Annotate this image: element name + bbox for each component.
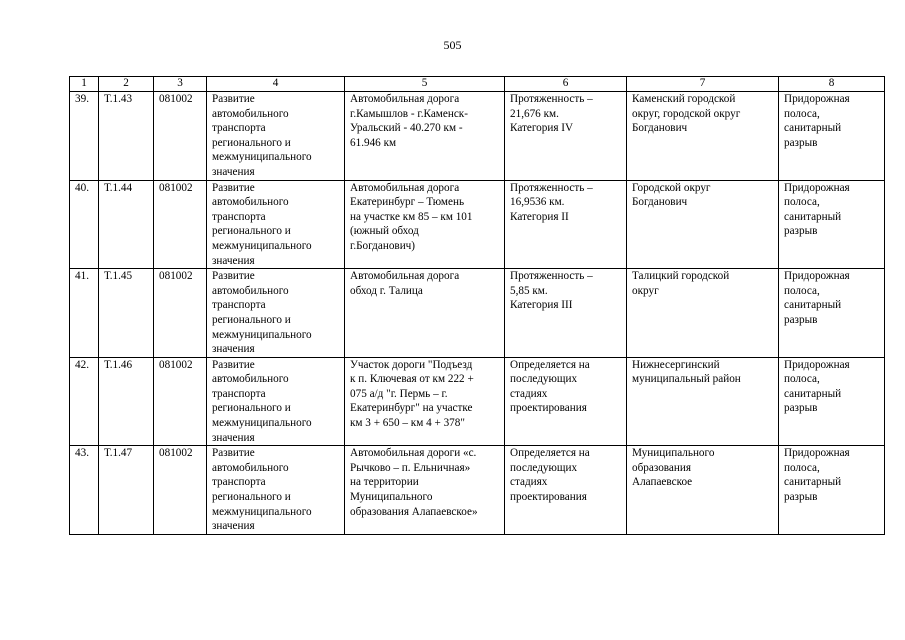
cell-text-line: г.Богданович) <box>350 239 416 252</box>
cell-text-line: разрыв <box>784 225 818 238</box>
cell-number: 42. <box>70 357 99 446</box>
cell-text-line: 5,85 км. <box>510 284 548 297</box>
cell-text-line: автомобильного <box>212 284 289 297</box>
table-header <box>70 77 885 92</box>
cell-text-line: межмуниципального <box>212 328 312 341</box>
cell-text-line: проектирования <box>510 491 587 504</box>
cell-text-line: Определяется на <box>510 358 590 371</box>
cell-class-code: 081002 <box>154 446 207 535</box>
cell-purpose <box>207 269 345 358</box>
cell-text-line: Развитие <box>212 93 255 105</box>
cell-text-line: санитарный <box>784 299 842 312</box>
cell-text-line: транспорта <box>212 210 266 223</box>
cell-object-name <box>345 357 505 446</box>
cell-text-line: Екатеринбург" на участке <box>350 402 473 415</box>
cell-text-line: Алапаевское <box>632 476 693 489</box>
cell-text-line: Протяженность – <box>510 270 593 283</box>
cell-location <box>627 357 779 446</box>
cell-characteristics <box>505 269 627 358</box>
cell-text-line: регионального и <box>212 313 291 326</box>
cell-text-line: разрыв <box>784 491 818 504</box>
cell-code: Т.1.45 <box>99 269 154 358</box>
cell-number: 41. <box>70 269 99 358</box>
cell-text-line: Автомобильная дороги «с. <box>350 447 477 460</box>
cell-characteristics <box>505 357 627 446</box>
table-row <box>70 269 885 358</box>
header-cell: 1 <box>70 77 99 92</box>
cell-text-line: разрыв <box>784 402 818 415</box>
cell-text-line: автомобильного <box>212 373 289 386</box>
header-cell: 6 <box>505 77 627 92</box>
cell-text-line: полоса, <box>784 284 820 297</box>
cell-text-line: Придорожная <box>784 447 850 460</box>
cell-code: Т.1.47 <box>99 446 154 535</box>
cell-text-line: проектирования <box>510 402 587 415</box>
cell-text-line: Развитие <box>212 358 255 371</box>
cell-location <box>627 446 779 535</box>
cell-text-line: межмуниципального <box>212 505 312 518</box>
cell-text-line: Придорожная <box>784 270 850 283</box>
cell-text-line: санитарный <box>784 476 842 489</box>
cell-number: 43. <box>70 446 99 535</box>
cell-text-line: 61.946 км <box>350 136 397 149</box>
cell-text-line: межмуниципального <box>212 151 312 164</box>
cell-text-line: Протяженность – <box>510 93 593 105</box>
cell-code: Т.1.43 <box>99 92 154 181</box>
cell-text-line: Развитие <box>212 270 255 283</box>
cell-text-line: межмуниципального <box>212 239 312 252</box>
cell-text-line: значения <box>212 343 255 356</box>
cell-text-line: Протяженность – <box>510 181 593 194</box>
cell-text-line: округ, городской округ <box>632 107 741 120</box>
cell-text-line: полоса, <box>784 373 820 386</box>
cell-text-line: км 3 + 650 – км 4 + 378" <box>350 417 465 430</box>
cell-text-line: полоса, <box>784 107 820 120</box>
cell-text-line: Придорожная <box>784 358 850 371</box>
cell-text-line: Категория III <box>510 299 573 312</box>
cell-class-code: 081002 <box>154 180 207 269</box>
cell-text-line: Богданович <box>632 122 688 135</box>
cell-purpose <box>207 180 345 269</box>
cell-text-line: образования Алапаевское» <box>350 505 478 518</box>
cell-text-line: межмуниципального <box>212 417 312 430</box>
cell-location <box>627 92 779 181</box>
cell-text-line: регионального и <box>212 402 291 415</box>
cell-text-line: разрыв <box>784 136 818 149</box>
cell-text-line: Городской округ <box>632 181 711 194</box>
cell-code: Т.1.46 <box>99 357 154 446</box>
cell-text-line: Придорожная <box>784 93 850 105</box>
cell-text-line: Участок дороги "Подъезд <box>350 358 473 371</box>
cell-text-line: автомобильного <box>212 107 289 120</box>
cell-location <box>627 180 779 269</box>
cell-text-line: регионального и <box>212 136 291 149</box>
objects-table <box>69 76 885 535</box>
cell-text-line: Автомобильная дорога <box>350 270 460 283</box>
header-cell: 7 <box>627 77 779 92</box>
cell-text-line: значения <box>212 431 255 444</box>
cell-zone-type <box>779 446 885 535</box>
cell-text-line: 16,9536 км. <box>510 196 565 209</box>
cell-text-line: Категория IV <box>510 122 574 135</box>
cell-text-line: 075 а/д "г. Пермь – г. <box>350 387 448 400</box>
cell-text-line: последующих <box>510 373 578 386</box>
cell-text-line: на территории <box>350 476 419 489</box>
cell-code: Т.1.44 <box>99 180 154 269</box>
cell-text-line: транспорта <box>212 476 266 489</box>
cell-characteristics <box>505 92 627 181</box>
cell-text-line: 21,676 км. <box>510 107 559 120</box>
cell-purpose <box>207 92 345 181</box>
table-body <box>70 92 885 535</box>
cell-text-line: Богданович <box>632 196 688 209</box>
header-cell: 8 <box>779 77 885 92</box>
cell-object-name <box>345 92 505 181</box>
cell-text-line: Рычково – п. Ельничная» <box>350 461 471 474</box>
cell-text-line: регионального и <box>212 225 291 238</box>
cell-text-line: Нижнесергинский <box>632 358 720 371</box>
cell-text-line: транспорта <box>212 299 266 312</box>
cell-text-line: автомобильного <box>212 196 289 209</box>
table-row <box>70 92 885 181</box>
cell-zone-type <box>779 180 885 269</box>
table-row <box>70 180 885 269</box>
header-cell: 2 <box>99 77 154 92</box>
cell-text-line: стадиях <box>510 387 548 400</box>
cell-text-line: регионального и <box>212 491 291 504</box>
cell-zone-type <box>779 357 885 446</box>
cell-characteristics <box>505 180 627 269</box>
cell-number: 39. <box>70 92 99 181</box>
cell-text-line: Автомобильная дорога <box>350 93 460 105</box>
cell-class-code: 081002 <box>154 357 207 446</box>
cell-text-line: Екатеринбург – Тюмень <box>350 196 465 209</box>
cell-text-line: последующих <box>510 461 578 474</box>
cell-text-line: санитарный <box>784 122 842 135</box>
cell-location <box>627 269 779 358</box>
cell-text-line: Каменский городской <box>632 93 736 105</box>
cell-text-line: Определяется на <box>510 447 590 460</box>
cell-text-line: значения <box>212 520 255 533</box>
header-cell: 4 <box>207 77 345 92</box>
cell-purpose <box>207 446 345 535</box>
header-cell: 3 <box>154 77 207 92</box>
cell-text-line: полоса, <box>784 196 820 209</box>
cell-object-name <box>345 180 505 269</box>
header-cell: 5 <box>345 77 505 92</box>
cell-text-line: к п. Ключевая от км 222 + <box>350 373 474 386</box>
cell-class-code: 081002 <box>154 269 207 358</box>
cell-text-line: Развитие <box>212 181 255 194</box>
cell-text-line: округ <box>632 284 659 297</box>
table-row <box>70 357 885 446</box>
cell-text-line: обход г. Талица <box>350 284 423 297</box>
cell-zone-type <box>779 92 885 181</box>
table-row <box>70 446 885 535</box>
cell-class-code: 081002 <box>154 92 207 181</box>
cell-text-line: муниципальный район <box>632 373 741 386</box>
cell-text-line: (южный обход <box>350 225 419 238</box>
cell-text-line: значения <box>212 165 255 178</box>
cell-text-line: Категория II <box>510 210 569 223</box>
cell-text-line: стадиях <box>510 476 548 489</box>
cell-text-line: Автомобильная дорога <box>350 181 460 194</box>
cell-object-name <box>345 269 505 358</box>
cell-purpose <box>207 357 345 446</box>
cell-text-line: образования <box>632 461 692 474</box>
cell-text-line: транспорта <box>212 387 266 400</box>
cell-text-line: Талицкий городской <box>632 270 730 283</box>
cell-text-line: Уральский - 40.270 км - <box>350 122 463 135</box>
cell-number: 40. <box>70 180 99 269</box>
cell-text-line: Муниципального <box>632 447 715 460</box>
cell-text-line: значения <box>212 254 255 267</box>
cell-text-line: полоса, <box>784 461 820 474</box>
cell-text-line: г.Камышлов - г.Каменск- <box>350 107 468 120</box>
cell-text-line: автомобильного <box>212 461 289 474</box>
cell-text-line: на участке км 85 – км 101 <box>350 210 473 223</box>
header-row <box>70 77 885 92</box>
cell-text-line: Развитие <box>212 447 255 460</box>
cell-text-line: Муниципального <box>350 491 433 504</box>
page-number: 505 <box>443 38 462 52</box>
cell-zone-type <box>779 269 885 358</box>
cell-text-line: санитарный <box>784 387 842 400</box>
cell-text-line: транспорта <box>212 122 266 135</box>
cell-text-line: разрыв <box>784 313 818 326</box>
cell-characteristics <box>505 446 627 535</box>
cell-text-line: санитарный <box>784 210 842 223</box>
cell-object-name <box>345 446 505 535</box>
cell-text-line: Придорожная <box>784 181 850 194</box>
